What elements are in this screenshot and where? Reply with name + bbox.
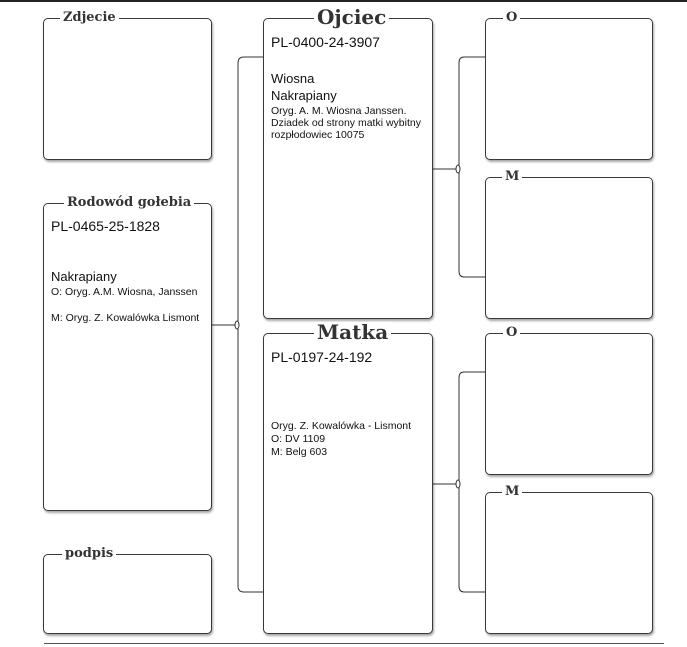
photo-legend: Zdjecie	[60, 11, 119, 24]
photo-box	[43, 10, 212, 160]
mother-ring-number: PL-0197-24-192	[271, 349, 373, 365]
pigeon-ring-number: PL-0465-25-1828	[51, 218, 160, 234]
pigeon-father-line: O: Oryg. A.M. Wiosna, Janssen	[51, 286, 198, 298]
signature-box	[43, 546, 212, 634]
mother-mother-legend: M	[502, 485, 522, 498]
mother-mother-box	[485, 484, 653, 634]
pigeon-legend: Rodowód gołebia	[64, 196, 194, 209]
mother-box	[263, 320, 433, 634]
mother-note-1: Oryg. Z. Kowalówka - Lismont	[271, 420, 412, 432]
father-legend: Ojciec	[314, 7, 389, 27]
pigeon-mother-line: M: Oryg. Z. Kowalówka Lismont	[51, 312, 200, 324]
father-father-legend: O	[503, 11, 520, 24]
mother-father-legend: O	[503, 326, 520, 339]
mother-note-2: O: DV 1109	[271, 433, 326, 445]
mother-father-box	[485, 325, 653, 475]
signature-legend: podpis	[62, 547, 116, 560]
father-note: Oryg. A. M. Wiosna Janssen. Dziadek od strony matki wybitny rozpłodowiec 10075	[271, 105, 421, 141]
father-line-2: Nakrapiany	[271, 88, 337, 103]
mother-legend: Matka	[314, 322, 391, 342]
bottom-rule	[44, 643, 664, 644]
mother-note-3: M: Belg 603	[271, 446, 328, 458]
pigeon-box	[43, 195, 212, 511]
father-line-1: Wiosna	[271, 71, 315, 86]
pigeon-color: Nakrapiany	[51, 269, 117, 284]
father-box	[263, 5, 433, 319]
father-ring-number: PL-0400-24-3907	[271, 34, 380, 50]
father-mother-legend: M	[502, 170, 522, 183]
father-father-box	[485, 10, 653, 160]
father-mother-box	[485, 169, 653, 319]
